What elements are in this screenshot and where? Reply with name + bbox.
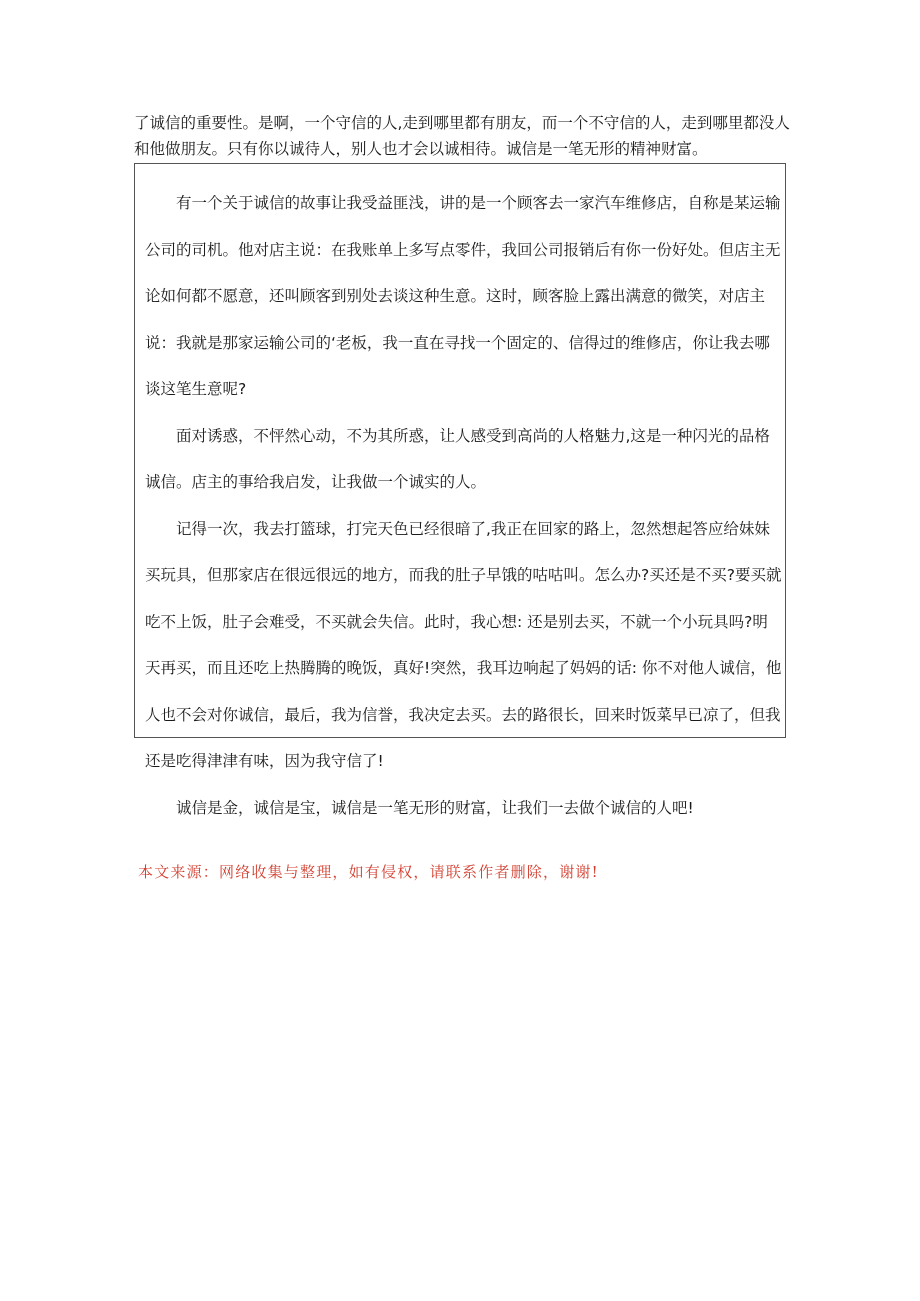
story-paragraph-2: 面对诱惑，不怦然心动，不为其所惑，让人感受到高尚的人格魅力,这是一种闪光的品格诚信。店主的事给我启发，让我做一个诚实的人。: [145, 426, 770, 491]
story-paragraph-3: 记得一次，我去打篮球，打完天色已经很暗了,我正在回家的路上，忽然想起答应给妹妹买玩具，但那家店在很远很远的地方，而我的肚子早饿的咕咕叫。怎么办?买还是不买?要买就吃不上饭，肚子会难受，不买就会失信。此时，我心想: 还是别去买，不就一个小玩具吗?明天再买，而且还吃上热腾腾的晚饭，真好!突然，我耳边响起了妈妈的话: 你不对他人诚信，他人也不会对你诚信，最后，我为信誉，我决定去买。去的路很长，回来时饭菜早已凉了，但我还是吃得津津有味，因为我守信了!: [145, 519, 782, 770]
story-paragraph-1: 有一个关于诚信的故事让我受益匪浅，讲的是一个顾客去一家汽车维修店，自称是某运输公司的司机。他对店主说：在我账单上多写点零件，我回公司报销后有你一份好处。但店主无论如何都不愿意，还叫顾客到别处去谈这种生意。这时，顾客脸上露出满意的微笑，对店主说：我就是那家运输公司的‘老板，我一直在寻找一个固定的、信得过的维修店，你让我去哪谈这笔生意呢?: [145, 194, 781, 398]
story-paragraph-4: 诚信是金，诚信是宝，诚信是一笔无形的财富，让我们一去做个诚信的人吧!: [176, 798, 694, 817]
intro-paragraph: [134, 110, 794, 162]
story-box: [134, 163, 786, 817]
intro-text: 了诚信的重要性。是啊，一个守信的人,走到哪里都有朋友，而一个不守信的人，走到哪里都没人和他做朋友。只有你以诚待人，别人也才会以诚相待。诚信是一笔无形的精神财富。: [134, 114, 790, 158]
source-note: 本文来源：网络收集与整理，如有侵权，请联系作者删除，谢谢!: [138, 863, 599, 881]
